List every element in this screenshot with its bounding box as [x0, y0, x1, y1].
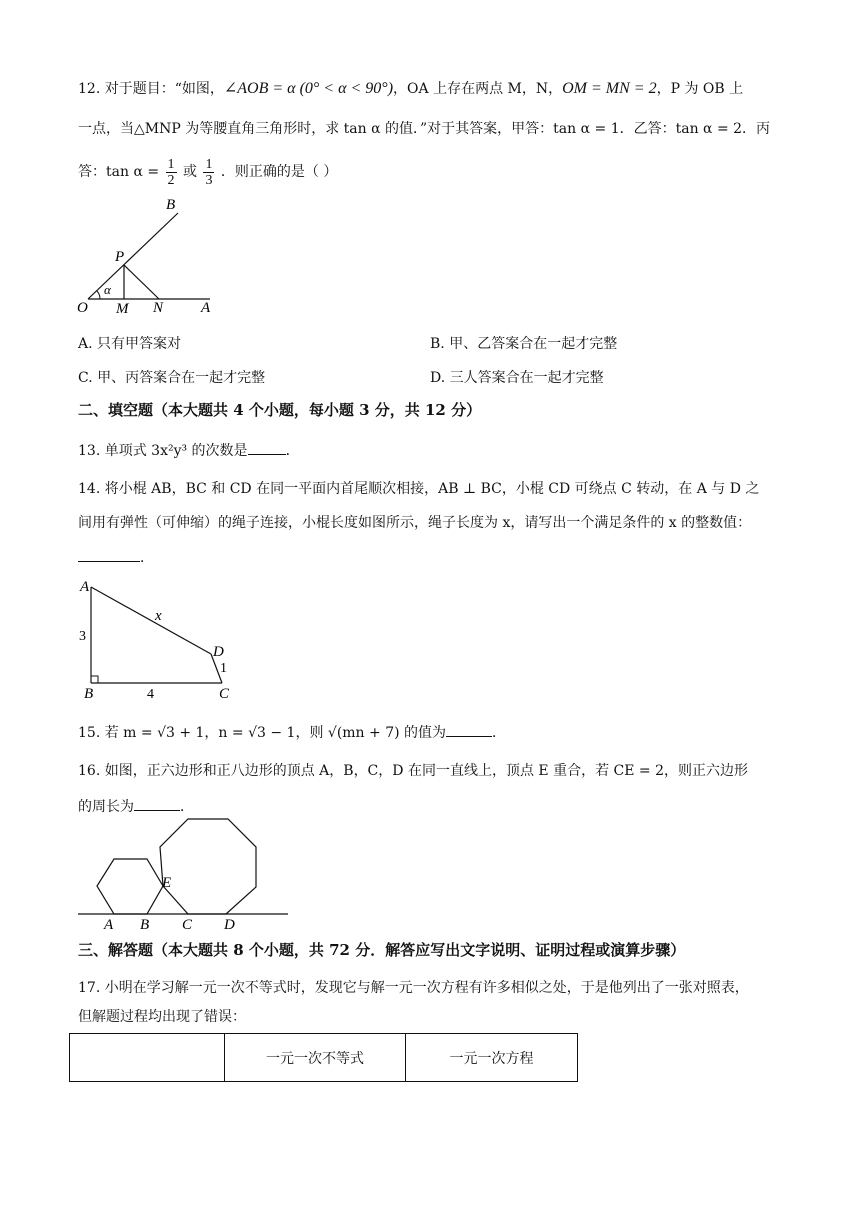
label-d: D — [213, 644, 224, 660]
label-b: B — [140, 917, 150, 933]
fraction-one-third: $\frac{1}{3}$ — [205, 156, 213, 188]
fraction-one-half: $\frac{1}{2}$ — [167, 156, 175, 188]
label-o: O — [77, 300, 88, 316]
comparison-table — [69, 1033, 578, 1082]
q14-answer-blank[interactable] — [78, 547, 140, 562]
table-header-blank — [70, 1034, 225, 1082]
label-a: A — [80, 579, 90, 595]
q15-end: ． — [492, 725, 507, 741]
q13-answer-blank[interactable] — [248, 440, 286, 455]
q12-or: 或 — [182, 164, 197, 180]
q14-stick-figure — [70, 572, 250, 702]
q16-text: 的周长为 — [78, 799, 134, 815]
q17-line-2: 但解题过程均出现了错误： — [78, 1009, 246, 1025]
q12-text-c: ，P 为 OB 上 — [656, 81, 744, 97]
section-2-heading: 二、填空题（本大题共 4 个小题，每小题 3 分，共 12 分） — [78, 401, 482, 419]
q17-line-1: 17. 小明在学习解一元一次不等式时，发现它与解一元一次方程有许多相似之处，于是他列出了一张对照表， — [78, 980, 749, 996]
q16-line-2 — [78, 796, 194, 817]
q15-text: 15. 若 m = √3 + 1，n = √3 − 1，则 √(mn + 7) 的值为 — [78, 725, 447, 741]
q15-line — [78, 722, 506, 743]
q12-text-b: ，OA 上存在两点 M，N， — [393, 81, 563, 97]
label-x: x — [155, 608, 162, 624]
q16-end: ． — [180, 799, 194, 815]
q16-polygon-figure — [76, 815, 290, 933]
label-d: D — [224, 917, 235, 933]
label-bc-length: 4 — [147, 687, 154, 702]
q14-line-1: 14. 将小棍 AB，BC 和 CD 在同一平面内首尾顺次相接，AB ⊥ BC，小棍 CD 可绕点 C 转动，在 A 与 D 之 — [78, 481, 760, 497]
q14-line-3 — [78, 547, 154, 568]
q12-question-end: ．则正确的是（ ） — [220, 164, 338, 180]
label-b: B — [166, 197, 176, 213]
table-row — [70, 1034, 578, 1082]
q12-line-1 — [78, 79, 743, 99]
label-n: N — [153, 300, 164, 316]
q13-line — [78, 440, 300, 461]
q12-angle-figure — [70, 195, 220, 317]
q12-length-expr: OM = MN = 2 — [562, 80, 657, 97]
choice-b[interactable]: B. 甲、乙答案合在一起才完整 — [430, 336, 618, 352]
label-b: B — [84, 686, 94, 702]
q12-line-2: 一点，当△MNP 为等腰直角三角形时，求 tan α 的值．”对于其答案，甲答：tan α = 1．乙答：tan α = 2．丙 — [78, 121, 771, 137]
section-3-heading: 三、解答题（本大题共 8 个小题，共 72 分．解答应写出文字说明、证明过程或演算步骤） — [78, 941, 686, 959]
label-cd-length: 1 — [220, 661, 227, 676]
q14-line-2: 间用有弹性（可伸缩）的绳子连接，小棍长度如图所示，绳子长度为 x，请写出一个满足条件的 x 的整数值： — [78, 515, 752, 531]
label-m: M — [116, 301, 129, 317]
label-a: A — [201, 300, 211, 316]
choice-d[interactable]: D. 三人答案合在一起才完整 — [430, 370, 604, 386]
label-c: C — [219, 686, 230, 702]
q12-text-a: 12. 对于题目：“如图， — [78, 81, 224, 97]
choice-a[interactable]: A. 只有甲答案对 — [78, 336, 182, 352]
q13-end: ． — [285, 443, 300, 459]
q14-end: ． — [140, 550, 154, 566]
q12-angle-expr: ∠AOB = α (0° < α < 90°) — [223, 80, 394, 97]
label-c: C — [182, 917, 193, 933]
q16-line-1: 16. 如图，正六边形和正八边形的顶点 A，B，C，D 在同一直线上，顶点 E 重合，若 CE = 2，则正六边形 — [78, 763, 748, 779]
label-alpha: α — [104, 282, 111, 297]
label-e: E — [162, 875, 172, 891]
table-header-inequality: 一元一次不等式 — [225, 1034, 406, 1082]
label-ab-length: 3 — [79, 629, 86, 644]
q12-answer-label: 答：tan α = — [78, 164, 160, 180]
label-p: P — [115, 249, 125, 265]
q16-answer-blank[interactable] — [134, 796, 180, 811]
table-header-equation: 一元一次方程 — [406, 1034, 578, 1082]
q12-line-3 — [78, 155, 337, 189]
q13-text: 13. 单项式 3x²y³ 的次数是 — [78, 443, 248, 459]
label-a: A — [104, 917, 114, 933]
choice-c[interactable]: C. 甲、丙答案合在一起才完整 — [78, 370, 266, 386]
q15-answer-blank[interactable] — [446, 722, 492, 737]
